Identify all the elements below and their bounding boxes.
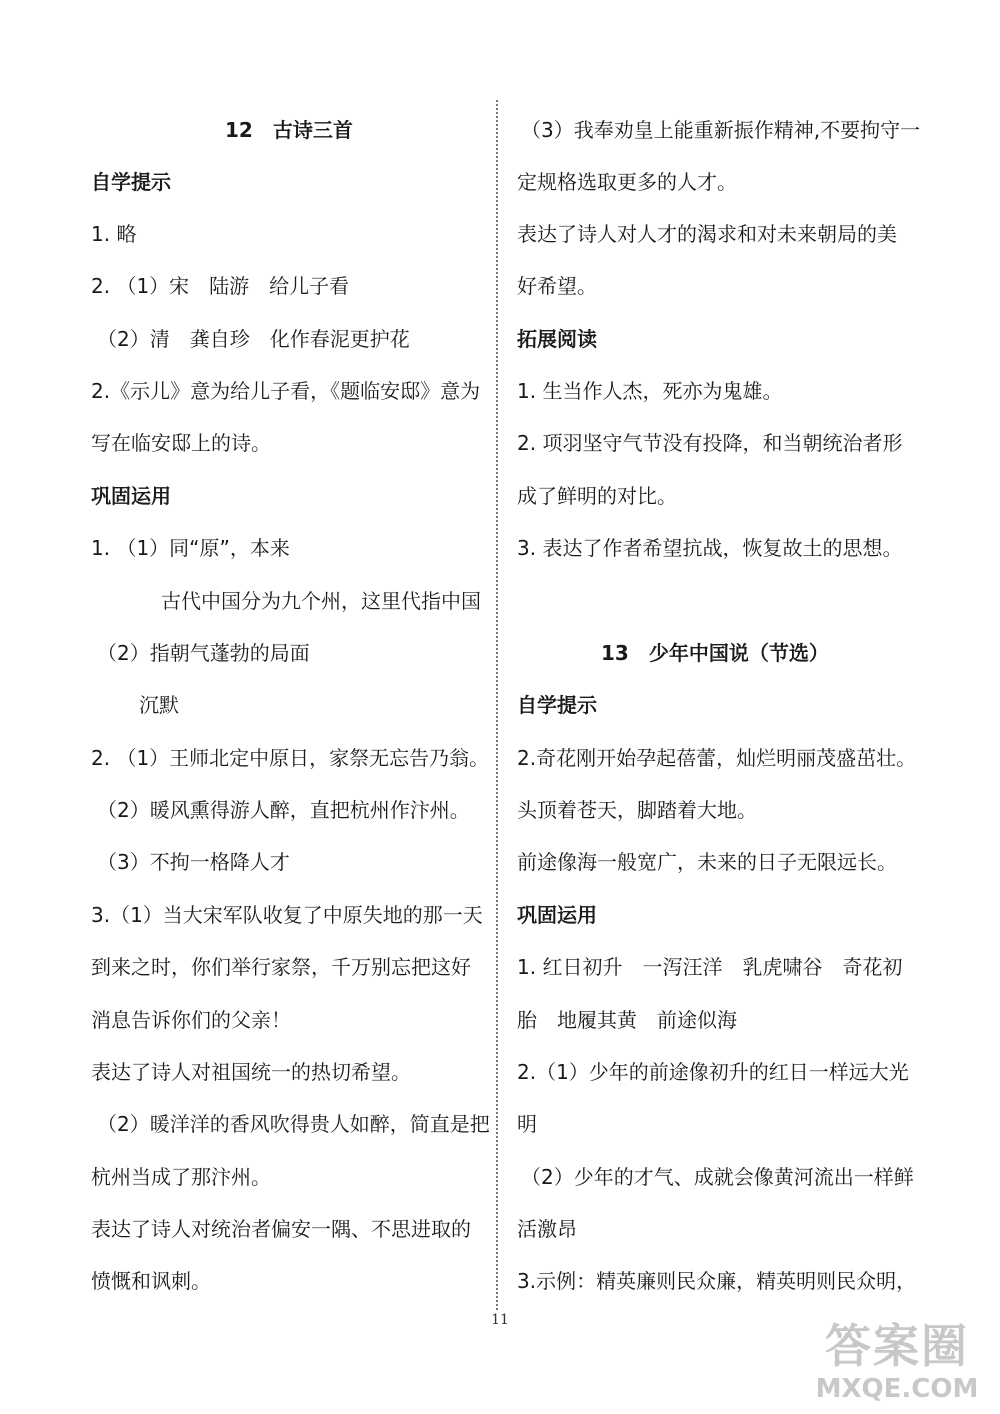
answer-line: 前途像海一般宽广，未来的日子无限远长。	[517, 850, 897, 874]
answer-line: 定规格选取更多的人才。	[517, 170, 737, 194]
answer-line: 胎 地履其黄 前途似海	[517, 1008, 737, 1032]
answer-line: 2.《示儿》意为给儿子看，《题临安邸》意为	[91, 379, 481, 403]
heading-self-study: 自学提示	[517, 693, 597, 717]
answer-line: （3）不拘一格降人才	[97, 850, 290, 874]
answer-line: 成了鲜明的对比。	[517, 484, 677, 508]
page-number: 11	[491, 1312, 509, 1328]
answer-line: 沉默	[139, 693, 179, 717]
answer-line: 2. （1）王师北定中原日，家祭无忘告乃翁。	[91, 746, 490, 770]
answer-line: 2.（1）少年的前途像初升的红日一样远大光	[517, 1060, 909, 1084]
answer-line: 愤慨和讽刺。	[91, 1269, 211, 1293]
answer-line: 3.示例：精英廉则民众廉，精英明则民众明，	[517, 1269, 917, 1293]
heading-self-study: 自学提示	[91, 170, 171, 194]
answer-line: 1. （1）同“原”，本来	[91, 536, 290, 560]
answer-line: 表达了诗人对统治者偏安一隅、不思进取的	[91, 1217, 471, 1241]
answer-line: （2）清 龚自珍 化作春泥更护花	[97, 327, 410, 351]
answer-line: 表达了诗人对人才的渴求和对未来朝局的美	[517, 222, 897, 246]
answer-line: 好希望。	[517, 274, 597, 298]
answer-line: 杭州当成了那汴州。	[91, 1165, 271, 1189]
heading-consolidation: 巩固运用	[517, 903, 597, 927]
answer-line: 1. 略	[91, 222, 137, 246]
answer-line: 消息告诉你们的父亲！	[91, 1008, 291, 1032]
answer-line: （2）暖洋洋的香风吹得贵人如醉，简直是把	[97, 1112, 490, 1136]
answer-line: 明	[517, 1112, 537, 1136]
heading-consolidation: 巩固运用	[91, 484, 171, 508]
answer-line: 2.奇花刚开始孕起蓓蕾，灿烂明丽茂盛茁壮。	[517, 746, 917, 770]
answer-line: 2. 项羽坚守气节没有投降，和当朝统治者形	[517, 431, 903, 455]
watermark-url: MXQE.COM	[815, 1374, 979, 1404]
answer-line: 2. （1）宋 陆游 给儿子看	[91, 274, 350, 298]
answer-line: 表达了诗人对祖国统一的热切希望。	[91, 1060, 411, 1084]
answer-line: 活激昂	[517, 1217, 577, 1241]
answer-line: 3. 表达了作者希望抗战，恢复故土的思想。	[517, 536, 903, 560]
answer-line: 1. 红日初升 一泻汪洋 乳虎啸谷 奇花初	[517, 955, 903, 979]
answer-line: 1. 生当作人杰，死亦为鬼雄。	[517, 379, 783, 403]
answer-line: 头顶着苍天，脚踏着大地。	[517, 798, 757, 822]
answer-line: （2）指朝气蓬勃的局面	[97, 641, 310, 665]
watermark-logo-text: 答案圈	[825, 1319, 969, 1373]
answer-line: （2）暖风熏得游人醉，直把杭州作汴州。	[97, 798, 470, 822]
section-title-12: 12 古诗三首	[225, 118, 353, 142]
answer-line: 3.（1）当大宋军队收复了中原失地的那一天	[91, 903, 483, 927]
answer-line: 古代中国分为九个州，这里代指中国	[161, 589, 481, 613]
heading-extended-reading: 拓展阅读	[517, 327, 597, 351]
answer-line: （2）少年的才气、成就会像黄河流出一样鲜	[521, 1165, 914, 1189]
answer-line: （3）我奉劝皇上能重新振作精神,不要拘守一	[521, 118, 921, 142]
answer-line: 到来之时，你们举行家祭，千万别忘把这好	[91, 955, 471, 979]
column-divider	[496, 100, 498, 1310]
watermark-logo	[802, 1318, 992, 1408]
answer-line: 写在临安邸上的诗。	[91, 431, 271, 455]
section-title-13: 13 少年中国说（节选）	[601, 641, 829, 665]
